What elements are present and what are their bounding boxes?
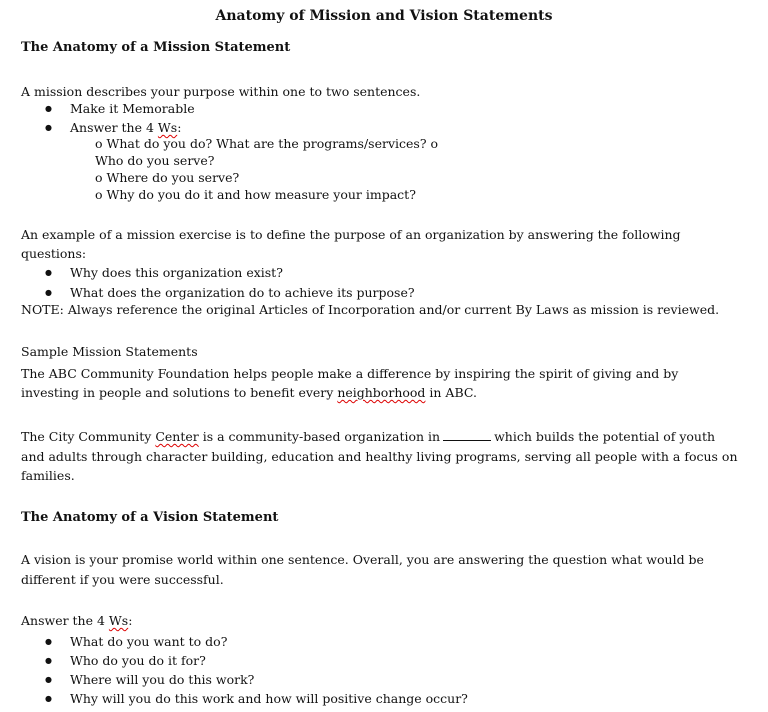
mission-intro: A mission describes your purpose within one to two sentences. xyxy=(21,84,421,99)
abc-neighborhood: neighborhood xyxy=(337,385,426,400)
bullet-memorable: ● Make it Memorable xyxy=(70,101,195,117)
ws-colon: : xyxy=(177,120,182,135)
city-center: Center xyxy=(155,429,199,444)
abc-line-2-suffix: in ABC. xyxy=(425,385,477,400)
document-title: Anatomy of Mission and Vision Statements xyxy=(215,8,553,24)
sub-item-why: o Why do you do it and how measure your impact? xyxy=(95,187,416,202)
sub-item-who: Who do you serve? xyxy=(95,153,215,168)
city-line-1 xyxy=(21,429,715,445)
abc-line-2-prefix: investing in people and solutions to benefit every xyxy=(21,385,338,400)
vision-heading: The Anatomy of a Vision Statement xyxy=(21,510,279,525)
city-suffix: which builds the potential of youth xyxy=(494,429,716,444)
vision-intro-1: A vision is your promise world within one sentence. Overall, you are answering the question what would be xyxy=(21,552,704,567)
note-line: NOTE: Always reference the original Articles of Incorporation and/or current By Laws as mission is reviewed. xyxy=(21,302,720,317)
sub-item-where: o Where do you serve? xyxy=(95,170,240,185)
bullet-answer-4ws xyxy=(70,120,181,136)
answer-prefix: Answer the 4 xyxy=(70,120,158,135)
vision-bullet-who: ● Who do you do it for? xyxy=(70,653,206,669)
vision-bullet-where: ● Where will you do this work? xyxy=(70,672,254,688)
ws-word: Ws xyxy=(157,120,178,135)
abc-line-1: The ABC Community Foundation helps people make a difference by inspiring the spirit of giving and by xyxy=(21,366,679,381)
city-mid: is a community-based organization in xyxy=(198,429,441,444)
fill-in-blank xyxy=(443,429,491,441)
vision-intro-2: different if you were successful. xyxy=(21,572,224,587)
exercise-line-1: An example of a mission exercise is to define the purpose of an organization by answering the following xyxy=(21,227,681,242)
vision-answer-prefix: Answer the 4 xyxy=(21,613,109,628)
city-line-2: and adults through character building, education and healthy living programs, serving all people with a focus on xyxy=(21,449,738,464)
vision-bullet-what: ● What do you want to do? xyxy=(70,634,227,650)
city-prefix: The City Community xyxy=(21,429,156,444)
exercise-line-2: questions: xyxy=(21,246,87,261)
vision-ws-colon: : xyxy=(128,613,133,628)
mission-heading: The Anatomy of a Mission Statement xyxy=(21,40,291,55)
vision-answer-4ws xyxy=(21,613,132,629)
exercise-bullet-exist: ● Why does this organization exist? xyxy=(70,265,283,281)
sample-label: Sample Mission Statements xyxy=(21,344,198,359)
city-line-3: families. xyxy=(21,468,75,483)
vision-bullet-why: ● Why will you do this work and how will positive change occur? xyxy=(70,691,468,707)
vision-ws-word: Ws xyxy=(108,613,129,628)
sub-item-what: o What do you do? What are the programs/services? o xyxy=(95,136,439,151)
abc-line-2 xyxy=(21,385,477,401)
exercise-bullet-achieve: ● What does the organization do to achieve its purpose? xyxy=(70,285,415,301)
